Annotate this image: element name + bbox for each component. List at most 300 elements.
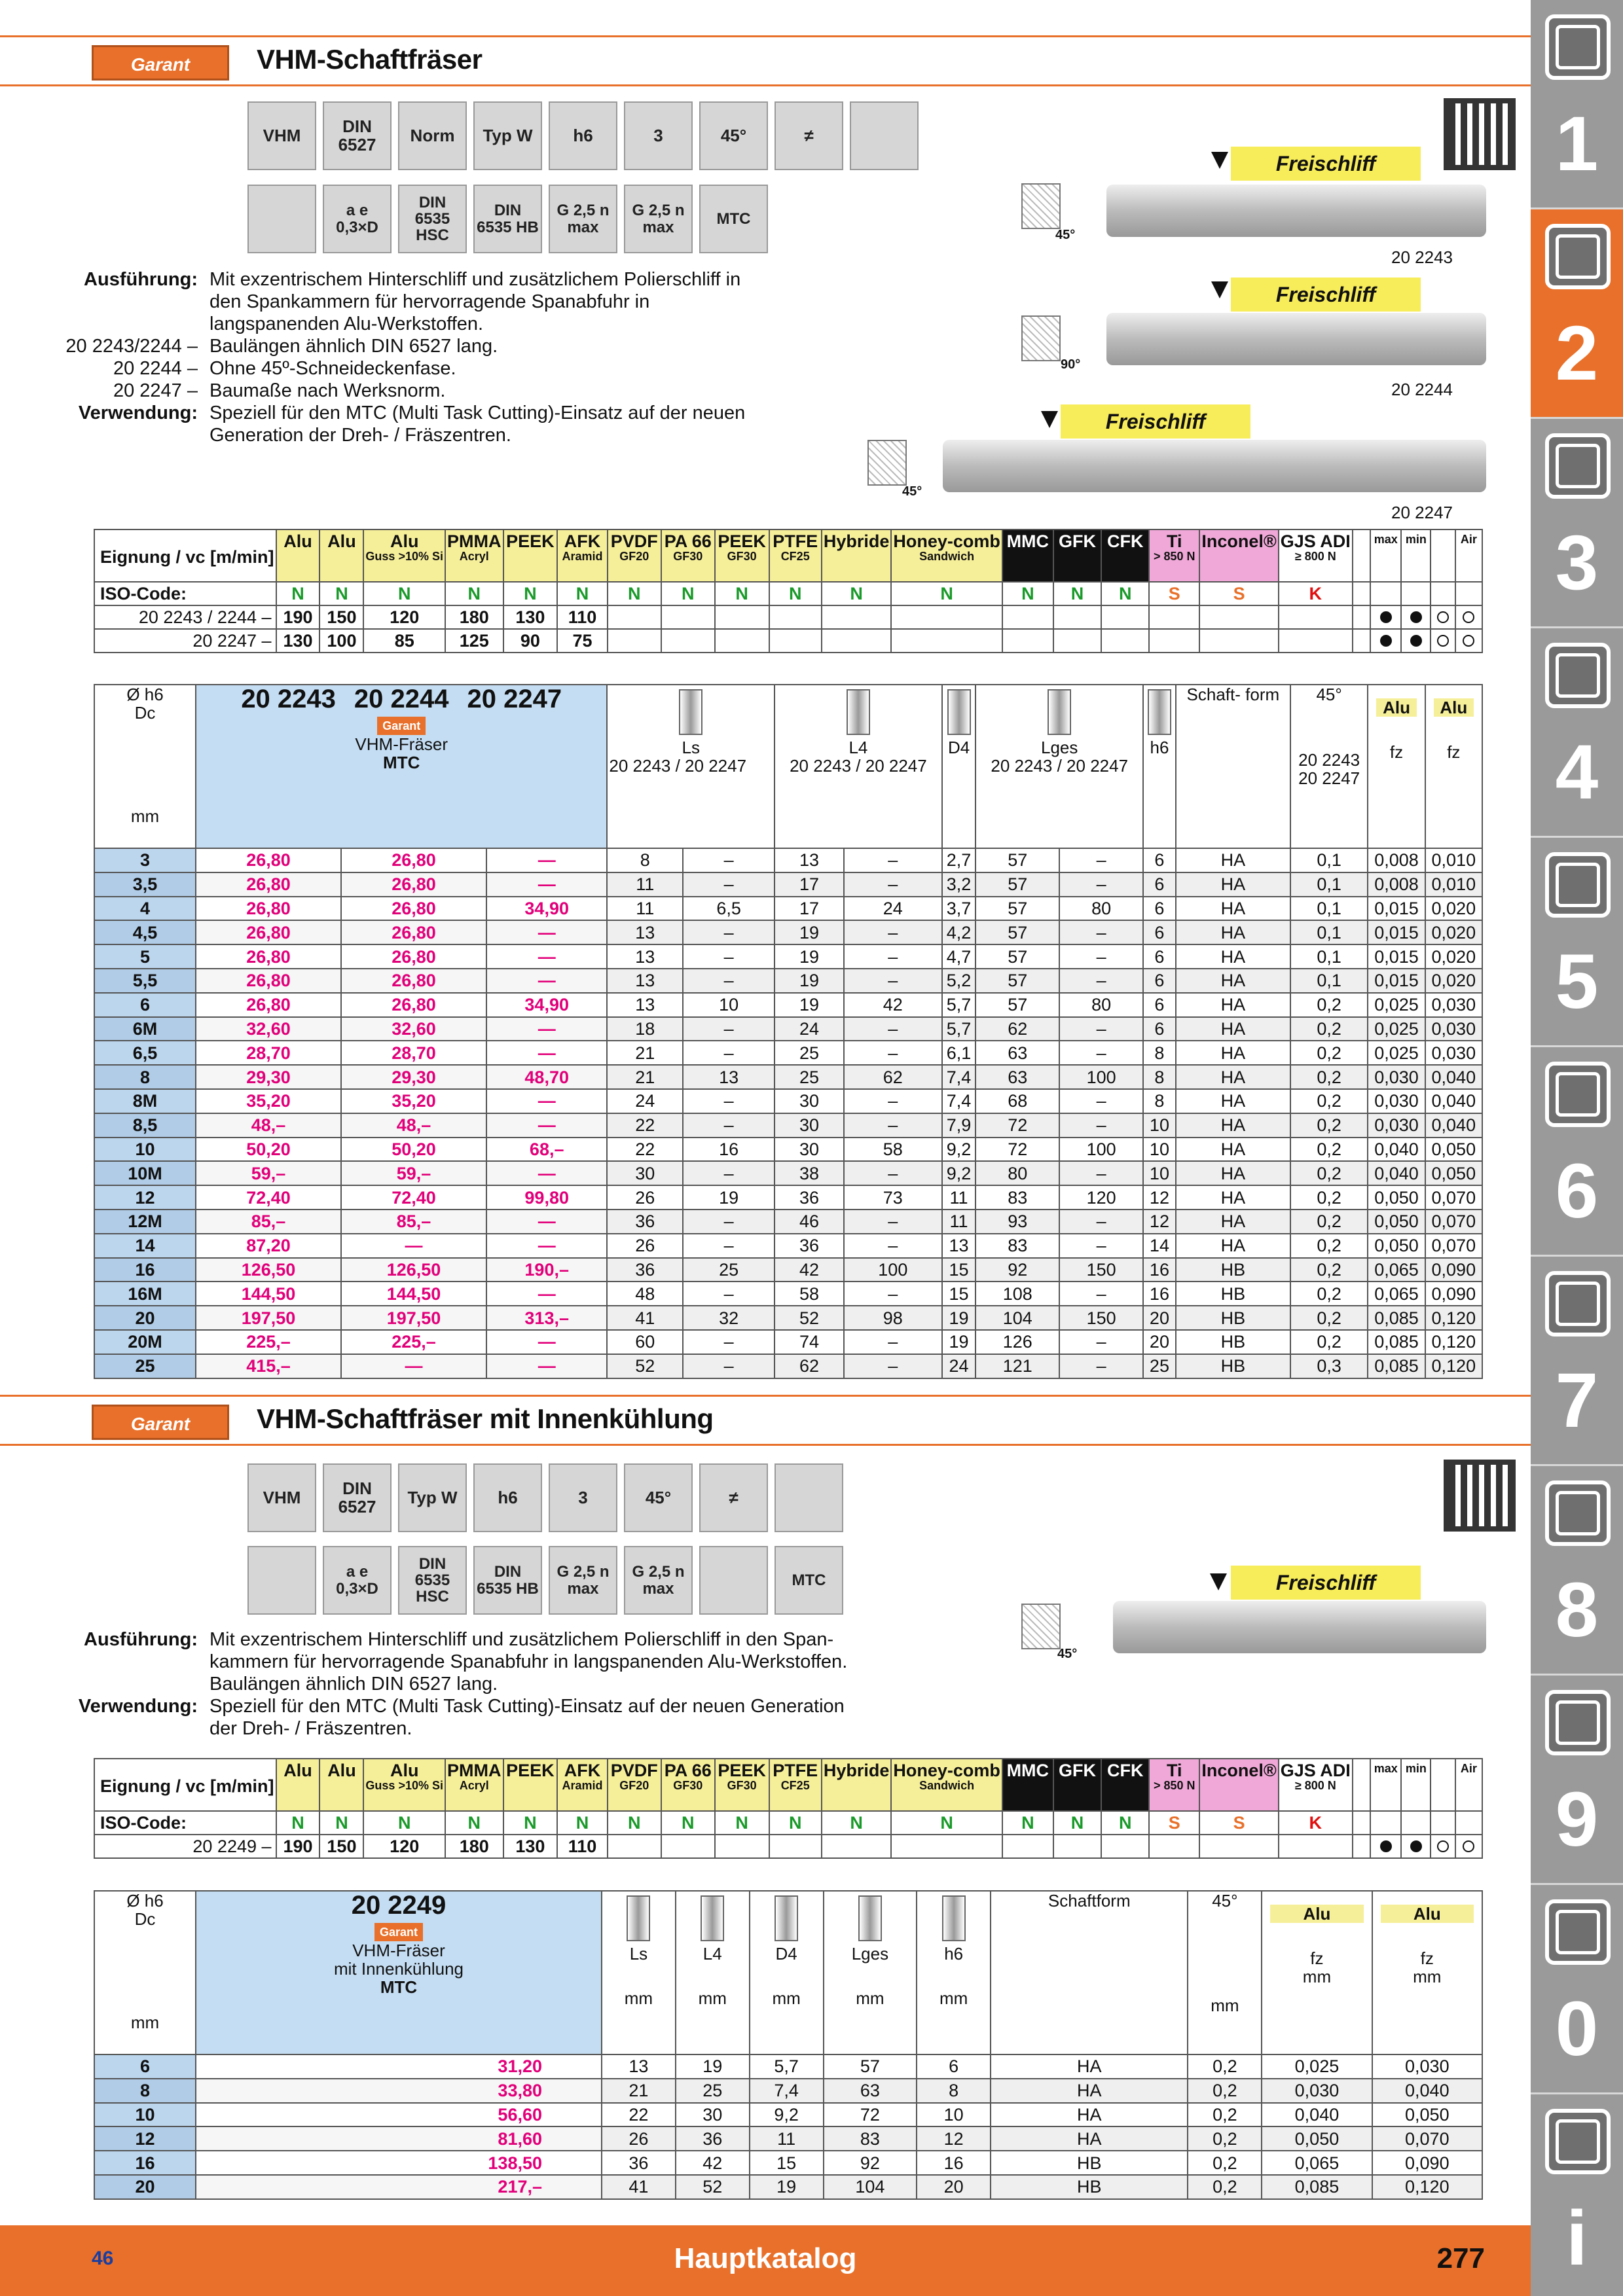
value-cell: 0,2 (1290, 1138, 1368, 1162)
cutting-speed: 75 (557, 629, 607, 653)
value-cell: 0,025 (1262, 2054, 1372, 2079)
price-cell[interactable]: 415,– (196, 1354, 341, 1378)
price-cell[interactable]: — (486, 1354, 607, 1378)
iso-code: N (661, 582, 715, 605)
value-cell: 98 (844, 1306, 942, 1330)
value-cell: 62 (976, 1017, 1059, 1041)
price-cell[interactable]: 26,80 (196, 920, 341, 944)
value-cell: 0,040 (1372, 2079, 1482, 2103)
value-cell: 16 (917, 2151, 991, 2175)
price-cell[interactable]: 144,50 (196, 1282, 341, 1306)
value-cell: HA (1176, 1089, 1290, 1113)
price-cell[interactable]: 28,70 (341, 1041, 486, 1065)
chapter-tab-6[interactable] (1531, 1047, 1623, 1257)
iso-code: N (891, 582, 1002, 605)
price-cell[interactable]: 59,– (196, 1161, 341, 1185)
description-label: 20 2247 – (113, 380, 198, 401)
value-cell: 13 (607, 969, 683, 993)
coolant-column: max (1370, 529, 1401, 582)
iso-code: N (822, 1811, 892, 1835)
value-cell: 20 (1143, 1306, 1176, 1330)
chapter-number: 3 (1555, 520, 1599, 606)
price-cell[interactable]: 225,– (341, 1330, 486, 1354)
price-cell[interactable]: 34,90 (486, 897, 607, 921)
value-cell: 4,2 (942, 920, 976, 944)
value-cell: 0,2 (1188, 2054, 1262, 2079)
description-label (65, 313, 210, 335)
value-cell: 11 (750, 2126, 824, 2151)
price-cell[interactable]: — (486, 848, 607, 872)
material-column: Ti > 850 N (1149, 529, 1199, 582)
qr-code-1 (1444, 98, 1516, 170)
cutting-speed (769, 1835, 822, 1858)
diameter-cell: 12M (94, 1210, 196, 1234)
price-cell[interactable]: 217,– (196, 2175, 602, 2199)
price-cell[interactable]: 197,50 (341, 1306, 486, 1330)
material-column: CFK (1101, 1759, 1149, 1811)
value-cell: – (1059, 1041, 1143, 1065)
table-row (94, 2175, 1482, 2199)
price-cell[interactable]: — (486, 1234, 607, 1258)
value-cell: 57 (976, 848, 1059, 872)
cutting-speed (1002, 629, 1053, 653)
price-cell[interactable]: 33,80 (196, 2079, 602, 2103)
material-column: GFK (1053, 1759, 1102, 1811)
description-1 (65, 268, 851, 446)
value-cell: 6 (1143, 897, 1176, 921)
cutting-speed (1149, 629, 1199, 653)
value-cell: 9,2 (942, 1161, 976, 1185)
chapter-tab-0[interactable] (1531, 1885, 1623, 2094)
value-cell: 32 (683, 1306, 775, 1330)
price-cell[interactable]: 190,– (486, 1258, 607, 1282)
value-cell: 0,2 (1290, 1065, 1368, 1089)
value-cell: 72 (976, 1113, 1059, 1138)
value-cell: 10 (683, 993, 775, 1017)
suitability-head: Eignung / vc [m/min] (94, 529, 276, 582)
value-cell: 8 (1143, 1065, 1176, 1089)
value-cell: 0,2 (1290, 1185, 1368, 1210)
property-icon: MTC (775, 1546, 843, 1615)
value-cell: 52 (607, 1354, 683, 1378)
value-cell: 0,020 (1425, 969, 1482, 993)
price-cell[interactable]: 26,80 (341, 872, 486, 897)
value-cell: 5,7 (942, 1017, 976, 1041)
value-cell: 0,030 (1425, 1017, 1482, 1041)
table-row (94, 1258, 1482, 1282)
cutting-speed: 120 (363, 605, 445, 629)
value-cell: HA (1176, 848, 1290, 872)
value-cell: – (683, 1041, 775, 1065)
value-cell: – (844, 1089, 942, 1113)
coolant-cell (1401, 629, 1431, 653)
price-cell[interactable]: — (486, 944, 607, 969)
value-cell: HA (1176, 993, 1290, 1017)
price-cell[interactable]: — (486, 1210, 607, 1234)
chapter-icon (1545, 852, 1611, 918)
value-cell: HA (1176, 1210, 1290, 1234)
value-cell: 30 (607, 1161, 683, 1185)
price-cell[interactable]: 72,40 (341, 1185, 486, 1210)
value-cell: 0,2 (1188, 2151, 1262, 2175)
value-cell: – (683, 1354, 775, 1378)
price-cell[interactable]: 26,80 (341, 920, 486, 944)
coolant-column: Air (1455, 1759, 1482, 1811)
description-label: Ausführung: (84, 1629, 198, 1650)
chapter-tab-5[interactable] (1531, 838, 1623, 1047)
value-cell: 36 (775, 1234, 844, 1258)
coolant-column: max (1370, 1759, 1401, 1811)
chapter-tab-3[interactable] (1531, 419, 1623, 628)
cutting-speed (1053, 629, 1102, 653)
value-cell: 7,4 (942, 1089, 976, 1113)
price-cell[interactable]: 29,30 (196, 1065, 341, 1089)
value-cell: 6 (1143, 944, 1176, 969)
table-row (94, 969, 1482, 993)
value-cell: HA (1176, 1017, 1290, 1041)
value-cell: 0,030 (1368, 1089, 1425, 1113)
value-cell: HA (1176, 920, 1290, 944)
value-cell: 0,015 (1368, 969, 1425, 993)
coolant-column (1353, 529, 1370, 582)
value-cell: 0,085 (1368, 1330, 1425, 1354)
value-cell: 0,1 (1290, 872, 1368, 897)
description-text: Generation der Dreh- / Fräszentren. (210, 425, 511, 446)
description-text: der Dreh- / Fräszentren. (210, 1718, 412, 1739)
value-cell: 8 (607, 848, 683, 872)
iso-code: K (1279, 582, 1353, 605)
chapter-tab-9[interactable] (1531, 1676, 1623, 1885)
price-cell[interactable]: — (486, 920, 607, 944)
value-cell: 5,7 (750, 2054, 824, 2079)
price-cell[interactable]: — (486, 1161, 607, 1185)
price-cell[interactable]: 87,20 (196, 1234, 341, 1258)
coolant-cell (1401, 1835, 1431, 1858)
property-icon (247, 1546, 316, 1615)
value-cell: 41 (602, 2175, 676, 2199)
value-cell: 57 (976, 969, 1059, 993)
price-cell[interactable]: 35,20 (196, 1089, 341, 1113)
price-cell[interactable]: 81,60 (196, 2126, 602, 2151)
description-text: Baulängen ähnlich DIN 6527 lang. (210, 336, 498, 357)
description-text: Ohne 45º-Schneideckenfase. (210, 358, 456, 379)
value-cell: 0,2 (1290, 1234, 1368, 1258)
value-cell: 22 (607, 1138, 683, 1162)
value-cell: HA (1176, 969, 1290, 993)
table-row (94, 897, 1482, 921)
price-cell[interactable]: 68,– (486, 1138, 607, 1162)
price-cell[interactable]: 85,– (196, 1210, 341, 1234)
value-cell: HA (991, 2126, 1188, 2151)
value-cell: 52 (676, 2175, 750, 2199)
value-cell: 19 (775, 969, 844, 993)
price-cell[interactable]: 26,80 (196, 993, 341, 1017)
price-cell[interactable]: 29,30 (341, 1065, 486, 1089)
price-cell[interactable]: 197,50 (196, 1306, 341, 1330)
value-cell: 6 (1143, 848, 1176, 872)
material-column: PA 66 GF30 (661, 529, 715, 582)
description-label: 20 2244 – (113, 358, 198, 379)
value-cell: 42 (844, 993, 942, 1017)
value-cell: – (1059, 1354, 1143, 1378)
value-cell: 58 (844, 1138, 942, 1162)
price-cell[interactable]: — (486, 872, 607, 897)
price-cell[interactable]: 313,– (486, 1306, 607, 1330)
property-icon (247, 185, 316, 253)
price-cell[interactable]: 26,80 (341, 993, 486, 1017)
chapter-tab-7[interactable] (1531, 1257, 1623, 1466)
coolant-cell (1353, 629, 1370, 653)
price-cell[interactable]: 85,– (341, 1210, 486, 1234)
description-2 (65, 1628, 982, 1740)
iso-code: S (1199, 1811, 1278, 1835)
value-cell: 11 (607, 872, 683, 897)
price-cell[interactable]: 48,– (341, 1113, 486, 1138)
footer-page-right: 277 (1436, 2242, 1485, 2274)
material-column: PA 66 GF30 (661, 1759, 715, 1811)
price-cell[interactable]: 26,80 (341, 944, 486, 969)
coolant-cell (1455, 605, 1482, 629)
value-cell: 80 (1059, 993, 1143, 1017)
diameter-cell: 10 (94, 2103, 196, 2127)
value-cell: 0,065 (1262, 2151, 1372, 2175)
value-cell: 0,040 (1368, 1161, 1425, 1185)
price-cell[interactable]: 31,20 (196, 2054, 602, 2079)
value-cell: 38 (775, 1161, 844, 1185)
price-cell[interactable]: — (486, 1089, 607, 1113)
value-cell: HB (991, 2175, 1188, 2199)
value-cell: 30 (676, 2103, 750, 2127)
freischliff-label: Freischliff (1061, 404, 1250, 439)
article-label: 20 2249 – (94, 1835, 276, 1858)
property-icon: MTC (699, 185, 768, 253)
value-cell: – (1059, 920, 1143, 944)
value-cell: – (683, 872, 775, 897)
price-cell[interactable]: 28,70 (196, 1041, 341, 1065)
chapter-tab-i[interactable] (1531, 2094, 1623, 2296)
price-cell[interactable]: 32,60 (196, 1017, 341, 1041)
value-cell: 19 (942, 1306, 976, 1330)
description-label (65, 1673, 210, 1695)
value-cell: 100 (844, 1258, 942, 1282)
price-cell[interactable]: — (486, 1330, 607, 1354)
value-cell: 63 (824, 2079, 917, 2103)
property-icon (699, 1546, 768, 1615)
value-cell: 6 (1143, 872, 1176, 897)
description-label (65, 1651, 210, 1673)
price-cell[interactable]: — (486, 1041, 607, 1065)
cutting-speed: 110 (557, 605, 607, 629)
value-cell: 0,030 (1368, 1113, 1425, 1138)
value-cell: 21 (602, 2079, 676, 2103)
value-cell: HA (1176, 1185, 1290, 1210)
value-cell: 0,008 (1368, 872, 1425, 897)
cutting-speed (891, 629, 1002, 653)
cutting-speed (661, 605, 715, 629)
value-cell: 9,2 (942, 1138, 976, 1162)
diameter-cell: 16 (94, 1258, 196, 1282)
price-cell[interactable]: 32,60 (341, 1017, 486, 1041)
material-column: Inconel® (1199, 1759, 1278, 1811)
diameter-cell: 20 (94, 2175, 196, 2199)
value-cell: – (683, 1234, 775, 1258)
price-cell[interactable]: 26,80 (196, 872, 341, 897)
value-cell: 10 (917, 2103, 991, 2127)
price-cell[interactable]: 48,70 (486, 1065, 607, 1089)
length-ls-head: Ls 20 2243 / 20 2247 (607, 685, 775, 848)
property-icon: a e 0,3×D (323, 185, 392, 253)
coolant-cell (1353, 1835, 1370, 1858)
chapter-tab-2[interactable] (1531, 209, 1623, 419)
value-cell: 0,025 (1368, 993, 1425, 1017)
dimensions-table-1 (94, 684, 1483, 1379)
value-cell: 0,030 (1425, 993, 1482, 1017)
cutting-speed: 85 (363, 629, 445, 653)
description-line (65, 291, 851, 313)
price-cell[interactable]: 144,50 (341, 1282, 486, 1306)
value-cell: 25 (775, 1065, 844, 1089)
chapter-number: 5 (1555, 939, 1599, 1025)
value-cell: HA (1176, 897, 1290, 921)
iso-code: N (503, 582, 558, 605)
cutting-speed (1101, 629, 1149, 653)
description-line (65, 1628, 982, 1651)
value-cell: HA (1176, 872, 1290, 897)
value-cell: 36 (607, 1258, 683, 1282)
chapter-number: 9 (1555, 1776, 1599, 1863)
value-cell: 18 (607, 1017, 683, 1041)
iso-code: N (276, 1811, 320, 1835)
cutting-speed (608, 605, 661, 629)
price-cell[interactable]: — (486, 1113, 607, 1138)
description-label: 20 2243/2244 – (65, 336, 198, 357)
length-l4-head: L4 20 2243 / 20 2247 (775, 685, 942, 848)
chapter-icon (1545, 433, 1611, 499)
price-cell[interactable]: 34,90 (486, 993, 607, 1017)
iso-code: N (1053, 1811, 1102, 1835)
price-cell[interactable]: — (486, 969, 607, 993)
price-cell[interactable]: 50,20 (341, 1138, 486, 1162)
value-cell: 0,2 (1290, 1113, 1368, 1138)
iso-code: N (608, 1811, 661, 1835)
value-cell: 0,010 (1425, 848, 1482, 872)
coolant-cell (1455, 629, 1482, 653)
diameter-head: Ø h6 Dc mm (94, 685, 196, 848)
description-label: Verwendung: (78, 403, 198, 423)
value-cell: – (683, 1089, 775, 1113)
chapter-tab-4[interactable] (1531, 628, 1623, 838)
iso-code: N (445, 1811, 503, 1835)
value-cell: 0,1 (1290, 944, 1368, 969)
material-column: Alu Guss >10% Si (363, 529, 445, 582)
value-cell: HA (1176, 1234, 1290, 1258)
price-cell[interactable]: 26,80 (196, 969, 341, 993)
value-cell: 0,040 (1425, 1113, 1482, 1138)
value-cell: HA (991, 2103, 1188, 2127)
price-cell[interactable]: — (341, 1354, 486, 1378)
value-cell: 0,050 (1425, 1138, 1482, 1162)
price-cell[interactable]: 26,80 (196, 897, 341, 921)
cutting-speed (1002, 605, 1053, 629)
property-icon: Typ W (398, 1463, 467, 1532)
value-cell: 8 (917, 2079, 991, 2103)
property-icon: DIN 6535 HB (473, 185, 542, 253)
value-cell: 6,1 (942, 1041, 976, 1065)
value-cell: 5,7 (942, 993, 976, 1017)
description-line (65, 424, 851, 446)
value-cell: 11 (942, 1185, 976, 1210)
material-column: CFK (1101, 529, 1149, 582)
value-cell: 0,3 (1290, 1354, 1368, 1378)
value-cell: 0,120 (1372, 2175, 1482, 2199)
value-cell: – (683, 944, 775, 969)
price-cell[interactable]: 72,40 (196, 1185, 341, 1210)
price-cell[interactable]: 50,20 (196, 1138, 341, 1162)
price-cell[interactable]: — (341, 1234, 486, 1258)
qr-code-2 (1444, 1460, 1516, 1532)
iso-code: N (661, 1811, 715, 1835)
price-cell[interactable]: 225,– (196, 1330, 341, 1354)
price-cell[interactable]: 56,60 (196, 2103, 602, 2127)
price-cell[interactable]: 26,80 (341, 897, 486, 921)
section-title-2: VHM-Schaftfräser mit Innenkühlung (257, 1403, 714, 1434)
value-cell: 0,030 (1372, 2054, 1482, 2079)
price-cell[interactable]: 99,80 (486, 1185, 607, 1210)
chapter-icon (1545, 14, 1611, 80)
cutting-speed (661, 629, 715, 653)
price-cell[interactable]: 26,80 (196, 944, 341, 969)
value-cell: 57 (976, 872, 1059, 897)
price-cell[interactable]: 26,80 (341, 848, 486, 872)
value-cell: 0,2 (1188, 2175, 1262, 2199)
value-cell: 19 (942, 1330, 976, 1354)
price-cell[interactable]: 26,80 (341, 969, 486, 993)
price-cell[interactable]: 48,– (196, 1113, 341, 1138)
material-column: PVDF GF20 (608, 1759, 661, 1811)
price-cell[interactable]: 26,80 (196, 848, 341, 872)
value-cell: 0,050 (1368, 1234, 1425, 1258)
chapter-tab-8[interactable] (1531, 1466, 1623, 1676)
diameter-cell: 12 (94, 1185, 196, 1210)
description-line (65, 380, 851, 402)
value-cell: 6 (1143, 1017, 1176, 1041)
material-column: Alu Guss >10% Si (363, 1759, 445, 1811)
cutting-speed: 180 (445, 1835, 503, 1858)
article-label: 20 2243 / 2244 – (94, 605, 276, 629)
property-icon: Typ W (473, 101, 542, 170)
price-cell[interactable]: 126,50 (341, 1258, 486, 1282)
cutting-speed (1053, 605, 1102, 629)
table-row (94, 2054, 1482, 2079)
price-cell[interactable]: — (486, 1017, 607, 1041)
price-cell[interactable]: 138,50 (196, 2151, 602, 2175)
value-cell: 0,070 (1425, 1234, 1482, 1258)
value-cell: 30 (775, 1089, 844, 1113)
table-row (94, 2079, 1482, 2103)
dimensions-table-2 (94, 1890, 1483, 2200)
value-cell: 0,1 (1290, 897, 1368, 921)
cutting-speed (1101, 605, 1149, 629)
price-cell[interactable]: 35,20 (341, 1089, 486, 1113)
cutting-speed (608, 629, 661, 653)
value-cell: 92 (824, 2151, 917, 2175)
value-cell: 16 (683, 1138, 775, 1162)
price-cell[interactable]: — (486, 1282, 607, 1306)
price-cell[interactable]: 59,– (341, 1161, 486, 1185)
price-cell[interactable]: 126,50 (196, 1258, 341, 1282)
iso-code: N (891, 1811, 1002, 1835)
chapter-tab-1[interactable] (1531, 0, 1623, 209)
